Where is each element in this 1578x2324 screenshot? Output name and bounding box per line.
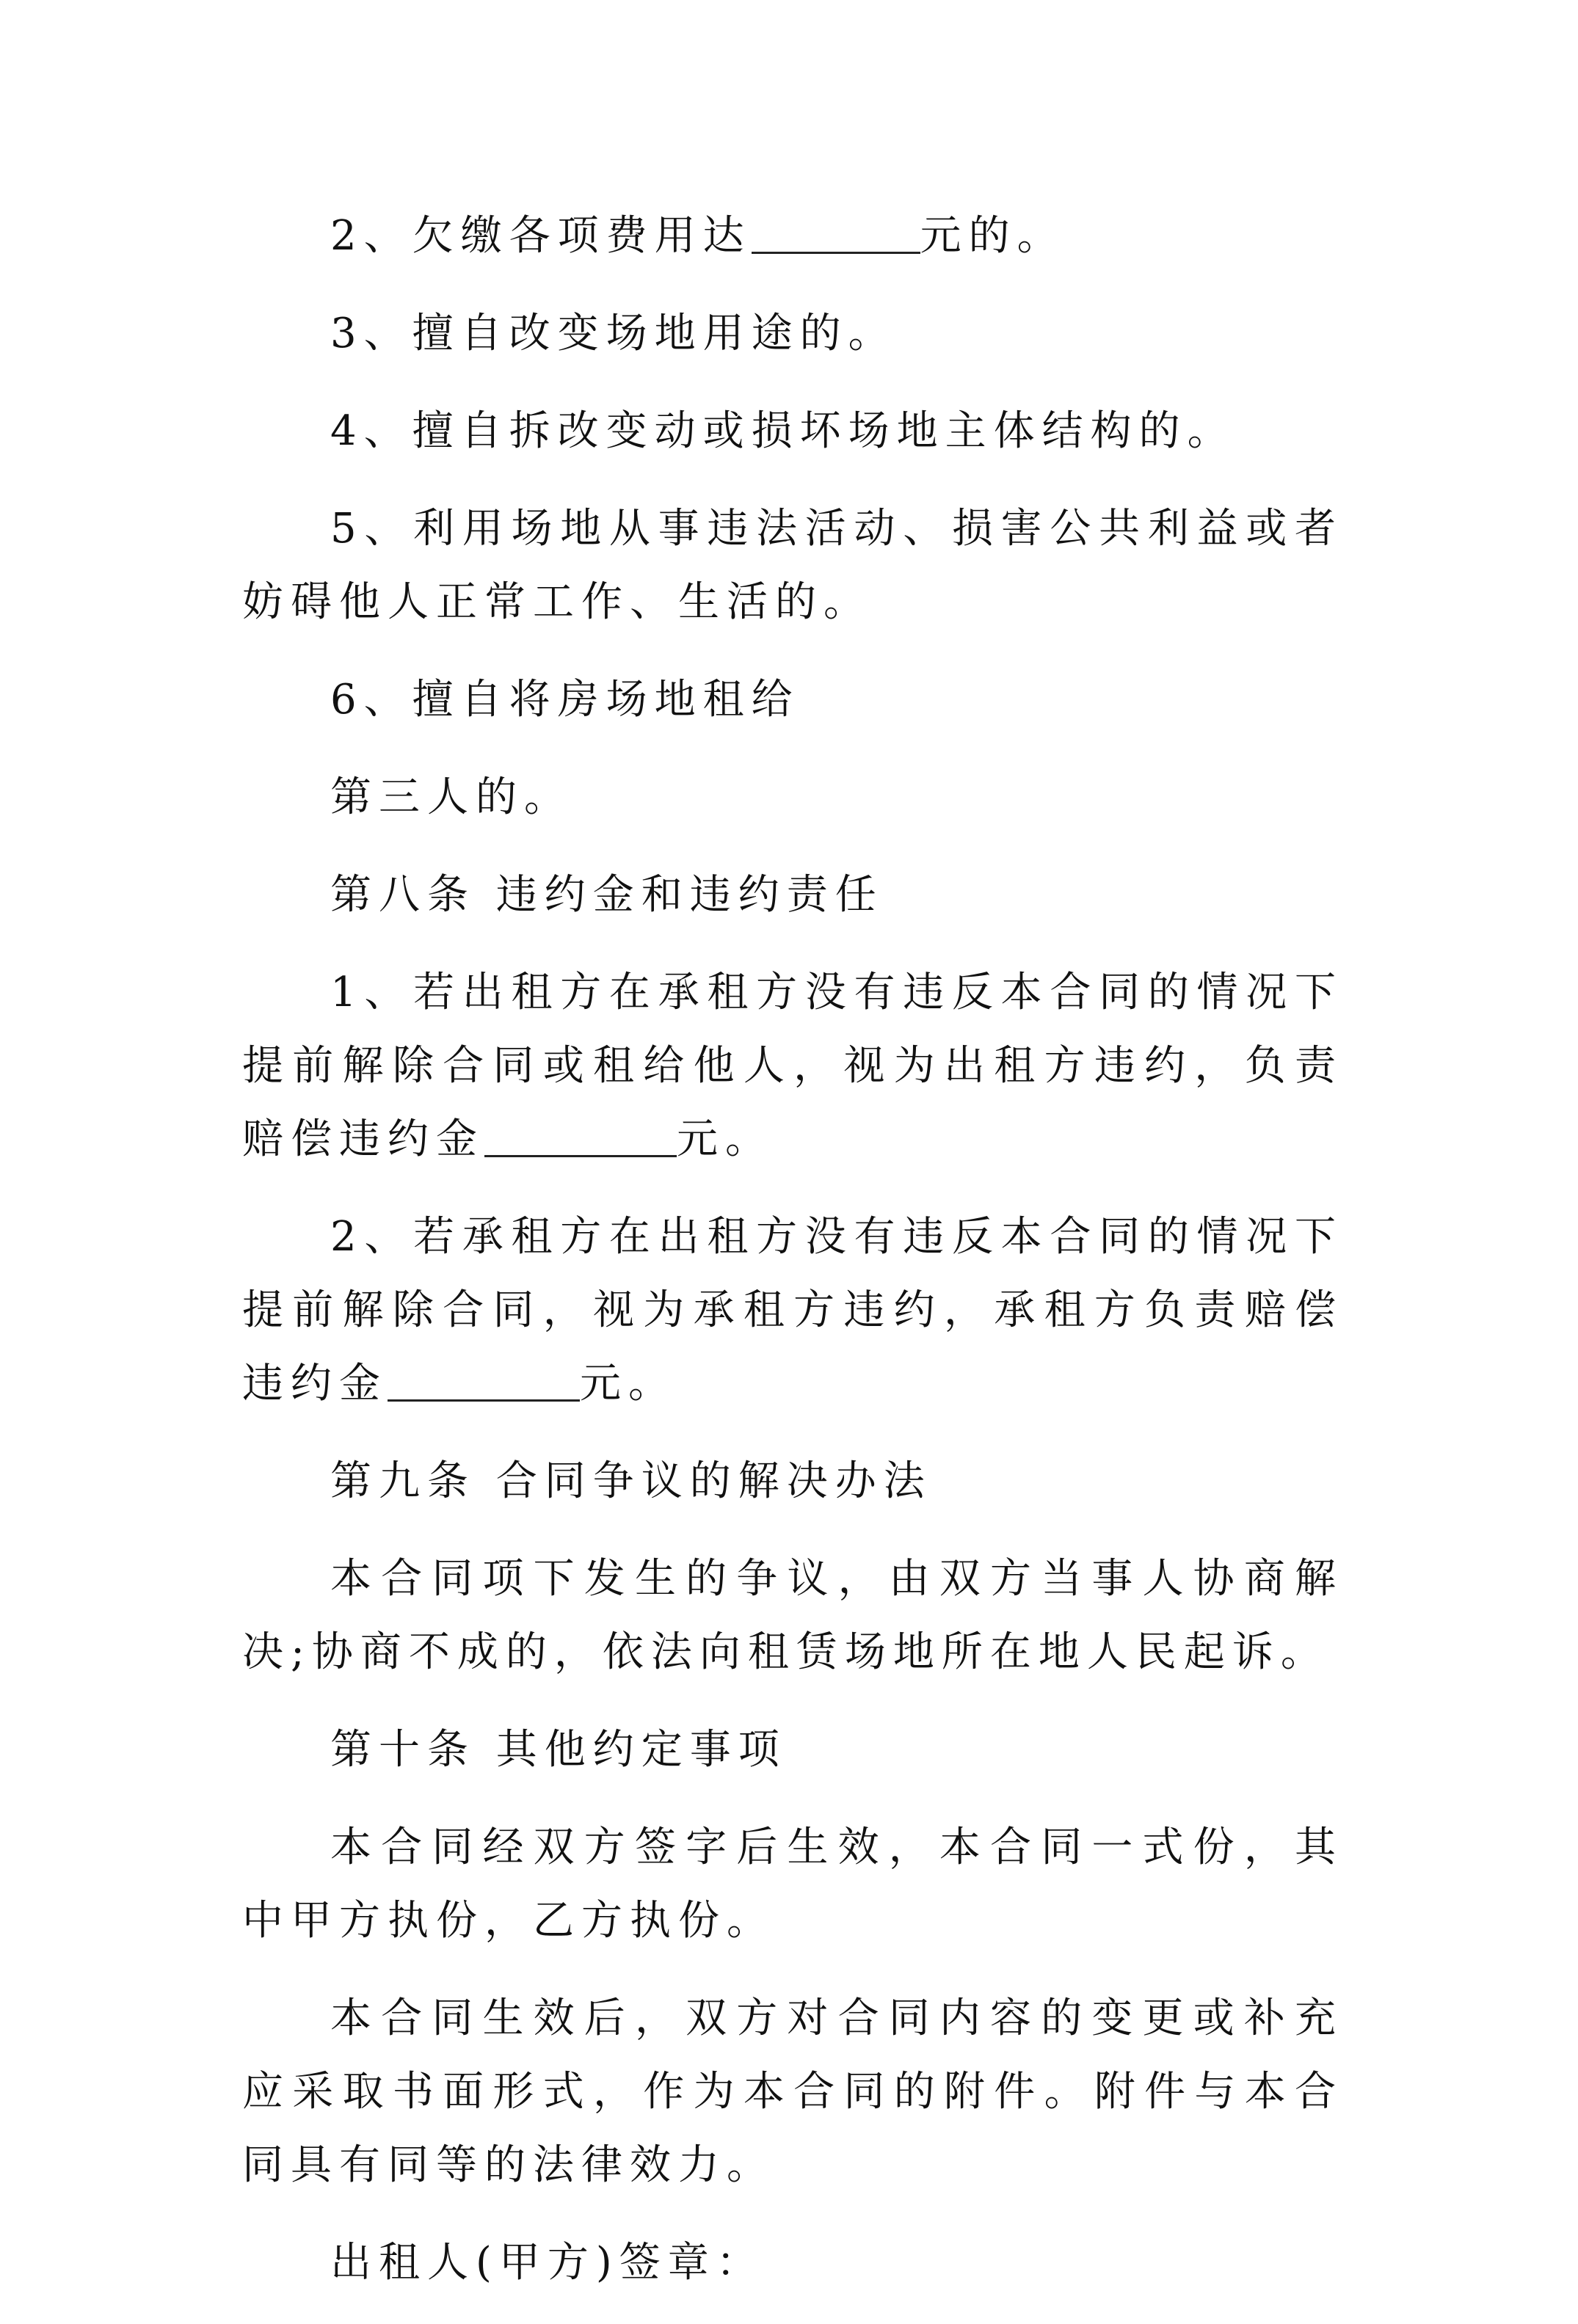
clause-lessor-breach-suffix: 元。 [677, 1115, 774, 1163]
article-8-heading: 第八条 违约金和违约责任 [330, 871, 884, 919]
clause-change-use: 3、擅自改变场地用途的。 [330, 310, 897, 357]
clause-amendments: 本合同生效后，双方对合同内容的变更或补充应采取书面形式，作为本合同的附件。附件与本合同具有同等的法律效力。 [242, 1995, 1343, 2189]
clause-dispute-resolution: 本合同项下发生的争议，由双方当事人协商解决;协商不成的，依法向租赁场地所在地人民起诉。 [242, 1555, 1343, 1676]
lessee-penalty-blank [388, 1355, 580, 1402]
clause-lessee-breach-text: 2、若承租方在出租方没有违反本合同的情况下提前解除合同，视为承租方违约，承租方负责赔偿违约金 [242, 1213, 1343, 1407]
document-body [242, 200, 1343, 2324]
lessor-signature-label: 出租人(甲方)签章： [330, 2239, 765, 2287]
clause-damage-structure: 4、擅自拆改变动或损坏场地主体结构的。 [330, 407, 1236, 455]
clause-effectiveness: 本合同经双方签字后生效，本合同一式份，其中甲方执份，乙方执份。 [242, 1824, 1343, 1945]
clause-lessee-breach [242, 1201, 1343, 1421]
clause-sublet: 6、擅自将房场地租给 [330, 676, 800, 724]
clause-fees-arrears-suffix: 元的。 [920, 212, 1066, 260]
clause-fees-arrears [242, 200, 1343, 273]
article-10-heading: 第十条 其他约定事项 [330, 1726, 787, 1774]
clause-lessor-breach [242, 956, 1343, 1176]
clause-lessor-breach-text: 1、若出租方在承租方没有违反本合同的情况下提前解除合同或租给他人，视为出租方违约，负责赔偿违约金 [242, 969, 1343, 1163]
arrears-amount-blank [752, 208, 920, 254]
lessor-penalty-blank [484, 1111, 677, 1157]
article-9-heading: 第九条 合同争议的解决办法 [330, 1457, 932, 1505]
clause-lessee-breach-suffix: 元。 [580, 1360, 677, 1407]
clause-fees-arrears-text: 2、欠缴各项费用达 [330, 212, 752, 260]
clause-sublet-continued: 第三人的。 [330, 773, 572, 821]
clause-illegal-activity: 5、利用场地从事违法活动、损害公共利益或者妨碍他人正常工作、生活的。 [242, 505, 1343, 626]
